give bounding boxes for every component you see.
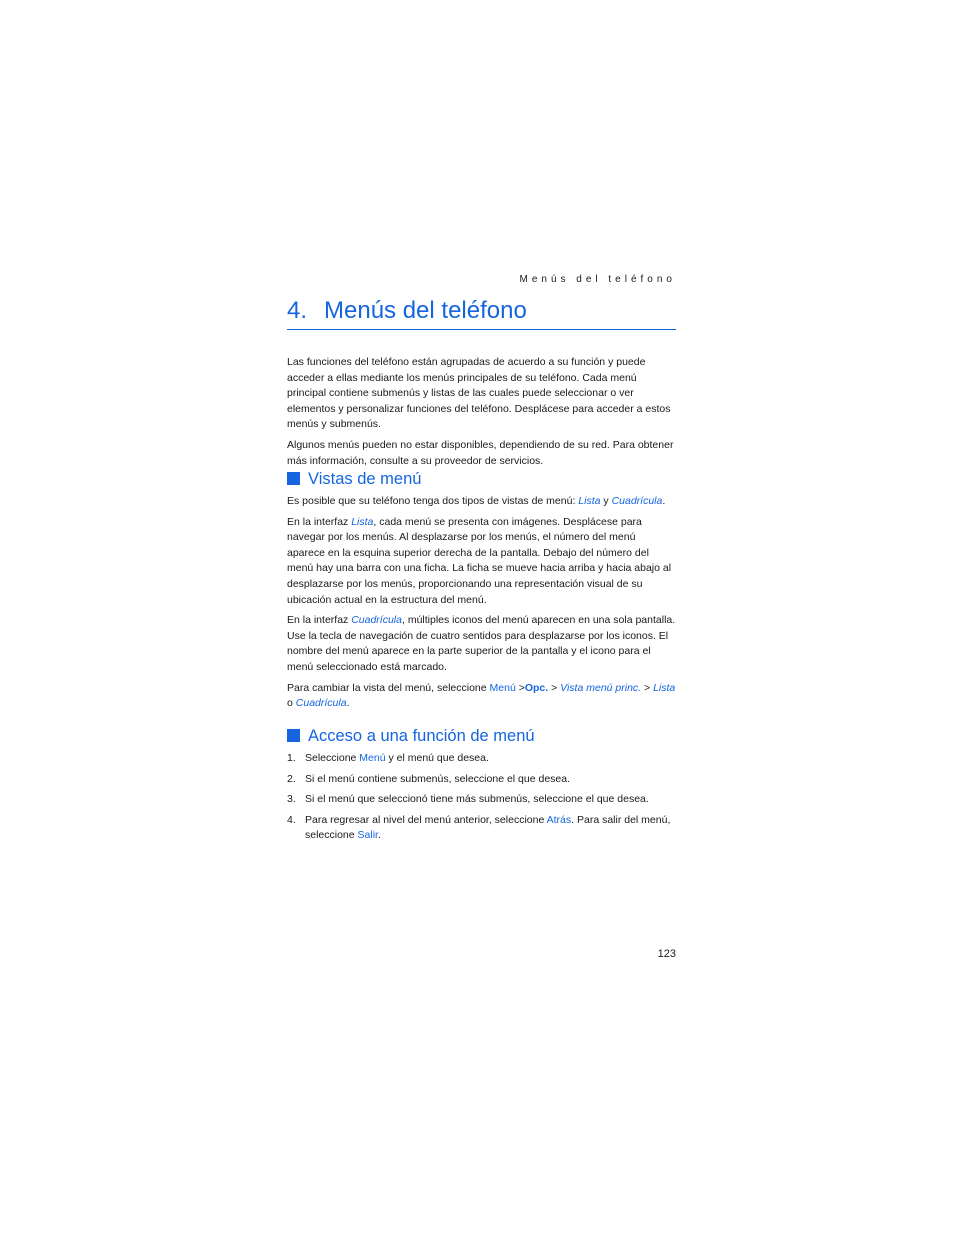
- text-run: Seleccione: [305, 752, 360, 764]
- section-title: Vistas de menú: [308, 470, 422, 488]
- running-header: Menús del teléfono: [519, 274, 676, 285]
- vistas-paragraph-4: [287, 681, 676, 712]
- ui-key-opc: Opc.: [524, 681, 549, 694]
- step-number: 4.: [287, 813, 296, 826]
- ui-term-cuadricula: Cuadrícula: [351, 614, 402, 627]
- ui-term-cuadricula: Cuadrícula: [295, 697, 347, 710]
- section-title: Acceso a una función de menú: [308, 727, 535, 745]
- page-number: 123: [657, 948, 676, 960]
- vistas-paragraph-2: [287, 515, 676, 609]
- step-number: 3.: [287, 793, 296, 806]
- section-heading-vistas: [287, 469, 421, 489]
- text-run: .: [346, 697, 350, 710]
- text-run: >: [548, 681, 561, 694]
- text-run: Es posible que su teléfono tenga dos tipos de vistas de menú:: [287, 495, 579, 507]
- section-heading-acceso: [287, 726, 535, 746]
- chapter-title-text: Menús del teléfono: [324, 297, 527, 324]
- section-square-icon: [287, 472, 300, 485]
- text-run: En la interfaz: [287, 515, 352, 528]
- text-run: Si el menú que seleccionó tiene más submenús, seleccione el que desea.: [305, 793, 649, 806]
- list-item: [287, 751, 676, 767]
- list-item: [287, 813, 676, 844]
- step-number: 2.: [287, 772, 296, 785]
- text-run: Si el menú contiene submenús, seleccione el que desea.: [305, 772, 571, 785]
- chapter-number: 4.: [287, 297, 308, 324]
- ui-term-lista: Lista: [578, 495, 601, 507]
- vistas-paragraph-1: [287, 494, 676, 510]
- text-run: , cada menú se presenta con imágenes. Desplácese para navegar por los menús. Al desplazarse por los menús, el número del menú aparece en la esquina superior derecha de la pantalla. Debajo del número del menú hay una barra con una ficha. La ficha se mueve hacia arriba y hacia abajo al desplazarse por los menús, proporcionando una representación visual de su ubicación actual en la estructura del menú.: [287, 515, 672, 606]
- text-run: . Para salir del menú, seleccione: [305, 813, 671, 842]
- text-run: En la interfaz: [287, 614, 352, 627]
- list-item: [287, 792, 676, 808]
- text-run: Para cambiar la vista del menú, seleccione: [287, 681, 490, 694]
- intro-text: [287, 355, 676, 469]
- intro-paragraph-1: Las funciones del teléfono están agrupadas de acuerdo a su función y puede acceder a ellas mediante los menús principales de su teléfono. Cada menú principal contiene submenús y listas de las cuales puede seleccionar o ver elementos y personalizar funciones del teléfono. Desplácese para acceder a estos menús y submenús.: [287, 356, 671, 431]
- vistas-paragraph-3: [287, 613, 676, 675]
- section-vistas-text: [287, 494, 676, 712]
- text-run: >: [641, 681, 654, 694]
- text-run: o: [287, 697, 296, 710]
- chapter-title: [287, 296, 676, 326]
- intro-paragraph-2: Algunos menús pueden no estar disponibles, dependiendo de su red. Para obtener más información, consulte a su proveedor de servicios.: [287, 438, 674, 467]
- ui-term-lista: Lista: [351, 515, 374, 528]
- steps-list: [287, 751, 676, 844]
- ui-key-atras: Atrás: [546, 813, 572, 826]
- list-item: [287, 772, 676, 788]
- ui-term-lista: Lista: [653, 681, 676, 694]
- text-run: , múltiples iconos del menú aparecen en una sola pantalla. Use la tecla de navegación de cuatro sentidos para desplazarse por los iconos. El nombre del menú aparece en la parte superior de la pantalla y el icono para el menú seleccionado está marcado.: [287, 614, 676, 673]
- ui-key-menu: Menú: [359, 752, 386, 764]
- section-square-icon: [287, 729, 300, 742]
- text-run: >: [515, 681, 525, 694]
- step-number: 1.: [287, 752, 296, 764]
- ui-key-menu: Menú: [489, 681, 516, 694]
- text-run: y el menú que desea.: [385, 752, 489, 764]
- ui-key-salir: Salir: [357, 829, 378, 842]
- text-run: Para regresar al nivel del menú anterior, seleccione: [305, 813, 547, 826]
- chapter-heading: [287, 296, 676, 330]
- ui-term-cuadricula: Cuadrícula: [611, 495, 663, 507]
- text-run: .: [662, 495, 666, 507]
- text-run: .: [377, 829, 381, 842]
- text-run: y: [600, 495, 612, 507]
- ui-term-vista-menu: Vista menú princ.: [560, 681, 642, 694]
